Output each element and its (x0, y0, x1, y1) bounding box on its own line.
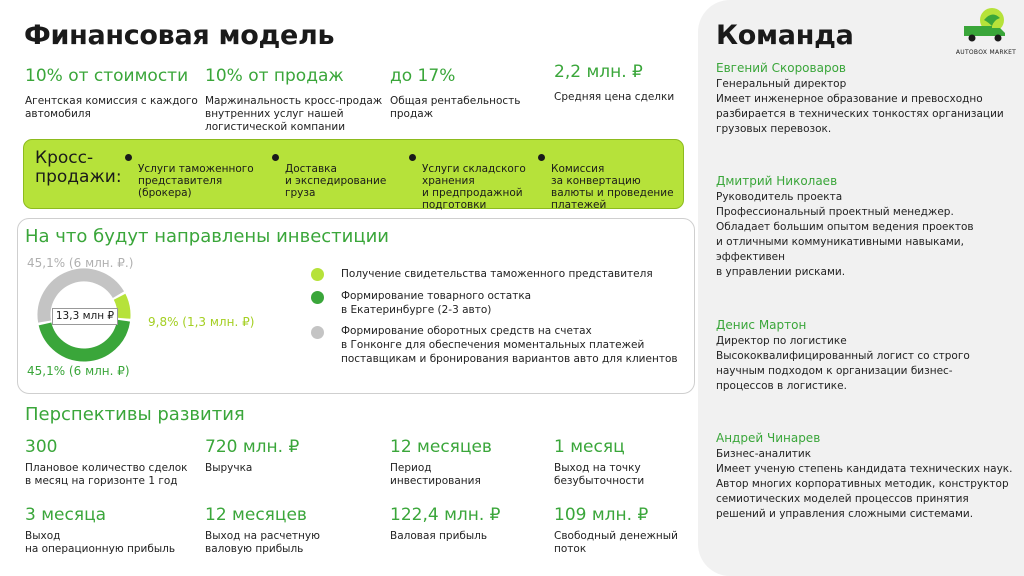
prospect-item (390, 437, 550, 488)
prospect-item (25, 437, 205, 488)
prospect-desc: Плановое количество сделок в месяц на горизонте 1 год (25, 462, 188, 487)
prospects-title: Перспективы развития (25, 404, 245, 425)
member-description: Бизнес-аналитик Имеет ученую степень кандидата технических наук. Автор многих корпоративных методик, конструктор семиотических моделей процессов принятия решений и управления сложными системами. (716, 448, 1013, 520)
legend-dot-lime (311, 268, 324, 281)
team-member (716, 61, 1016, 137)
kpi-commission (25, 66, 205, 121)
legend-item: Получение свидетельства таможенного представителя (341, 268, 653, 280)
prospect-item (390, 505, 550, 543)
kpi-desc: Средняя цена сделки (554, 91, 675, 103)
cross-sales-item (538, 151, 674, 211)
investments-title: На что будут направлены инвестиции (25, 226, 389, 247)
kpi-value: до 17% (390, 66, 456, 86)
team-member (716, 431, 1016, 522)
member-description: Директор по логистике Высококвалифицированный логист со строго научным подходом к организации бизнес- процессов в логистике. (716, 335, 970, 392)
member-name: Дмитрий Николаев (716, 174, 838, 188)
kpi-value: 10% от продаж (205, 66, 344, 86)
kpi-avg-price (554, 62, 694, 104)
team-member (716, 318, 1016, 394)
truck-logo-icon (954, 6, 1018, 46)
prospect-item (205, 437, 385, 475)
cross-sales-item-label: Услуги таможенного представителя (брокера) (138, 163, 254, 199)
chart-label-lime: 9,8% (1,3 млн. ₽) (148, 315, 255, 329)
cross-sales-item (272, 151, 386, 199)
member-name: Евгений Скороваров (716, 61, 846, 75)
cross-sales-bar (23, 139, 684, 209)
prospect-desc: Валовая прибыль (390, 530, 488, 542)
prospect-item (205, 505, 385, 556)
cross-sales-item (125, 151, 254, 199)
cross-sales-item-label: Доставка и экспедирование груза (285, 163, 387, 199)
cross-sales-item-label: Услуги складского хранения и предпродажной подготовки (422, 163, 526, 211)
member-name: Денис Мартон (716, 318, 807, 332)
kpi-value: 2,2 млн. ₽ (554, 62, 643, 82)
legend-dot-green (311, 291, 324, 304)
donut-slice-1 (45, 321, 124, 355)
kpi-profitability (390, 66, 550, 121)
prospect-desc: Свободный денежный поток (554, 530, 678, 555)
prospect-value: 1 месяц (554, 437, 625, 457)
prospect-value: 12 месяцев (205, 505, 307, 525)
bullet-icon (409, 154, 416, 161)
team-title: Команда (716, 20, 854, 51)
page-title: Финансовая модель (24, 20, 335, 51)
prospect-desc: Выручка (205, 462, 253, 474)
prospect-value: 3 месяца (25, 505, 107, 525)
legend-item: Формирование оборотных средств на счетах в Гонконге для обеспечения моментальных платежей поставщикам и бронирования вариантов авто для клиентов (341, 325, 678, 365)
chart-label-green: 45,1% (6 млн. ₽) (27, 364, 130, 378)
kpi-margin (205, 66, 390, 134)
kpi-desc: Маржинальность кросс-продаж внутренних услуг нашей логистической компании (205, 95, 383, 133)
bullet-icon (538, 154, 545, 161)
member-name: Андрей Чинарев (716, 431, 821, 445)
prospect-value: 122,4 млн. ₽ (390, 505, 501, 525)
legend-item: Формирование товарного остатка в Екатеринбурге (2-3 авто) (341, 290, 532, 316)
kpi-desc: Общая рентабельность продаж (390, 95, 521, 120)
legend-dot-gray (311, 326, 324, 339)
autobox-logo (954, 6, 1018, 56)
kpi-desc: Агентская комиссия с каждого автомобиля (25, 95, 198, 120)
kpi-value: 10% от стоимости (25, 66, 189, 86)
prospect-desc: Выход на операционную прибыль (25, 530, 176, 555)
prospect-desc: Выход на точку безубыточности (554, 462, 645, 487)
bullet-icon (272, 154, 279, 161)
donut-total-label: 13,3 млн ₽ (52, 308, 118, 325)
logo-text: AUTOBOX MARKET (955, 49, 1017, 56)
team-member (716, 174, 1016, 280)
donut-slice-0 (120, 297, 124, 319)
prospect-desc: Выход на расчетную валовую прибыль (205, 530, 320, 555)
member-description: Руководитель проекта Профессиональный проектный менеджер. Обладает большим опытом ведения проектов и отличными коммуникативными навыками, эффективен в управлении рисками. (716, 191, 974, 278)
prospect-desc: Период инвестирования (390, 462, 481, 487)
prospect-value: 300 (25, 437, 58, 457)
cross-sales-item (409, 151, 526, 211)
bullet-icon (125, 154, 132, 161)
chart-label-gray: 45,1% (6 млн. ₽.) (27, 256, 134, 270)
cross-sales-item-label: Комиссия за конвертацию валюты и проведение платежей (551, 163, 674, 211)
prospect-value: 720 млн. ₽ (205, 437, 300, 457)
cross-sales-title: Кросс- продажи: (35, 148, 122, 187)
prospect-value: 12 месяцев (390, 437, 492, 457)
prospect-item (25, 505, 205, 556)
prospect-item (554, 505, 694, 556)
prospect-value: 109 млн. ₽ (554, 505, 649, 525)
member-description: Генеральный директор Имеет инженерное образование и превосходно разбирается в технических тонкостях организации грузовых перевозок. (716, 78, 1004, 135)
prospect-item (554, 437, 694, 488)
